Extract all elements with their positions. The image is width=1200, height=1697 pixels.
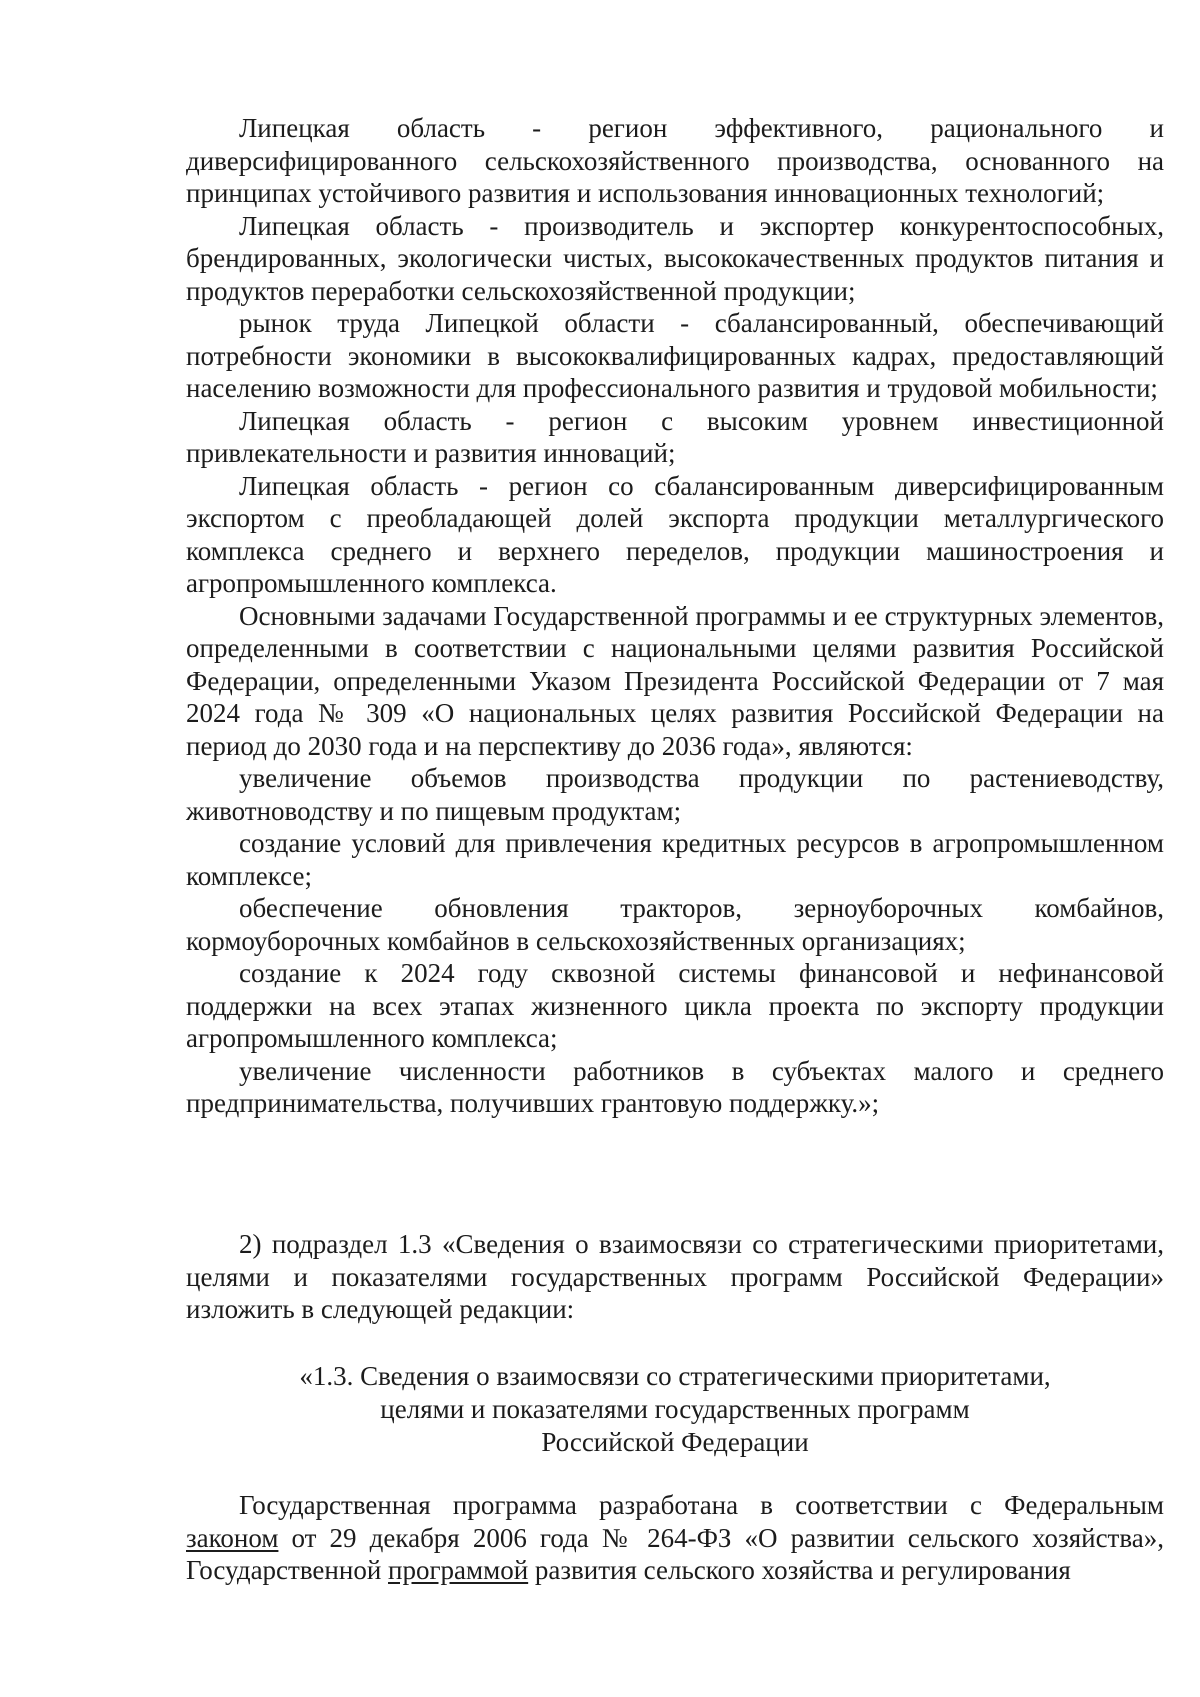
paragraph-investment: Липецкая область - регион с высоким уровнем инвестиционной привлекательности и развития инноваций; — [186, 405, 1164, 468]
paragraph-main-tasks: Основными задачами Государственной программы и ее структурных элементов, определенными в соответствии с национальными целями развития Российской Федерации, определенными Указом Президента Российской Федерации от 7 мая 2024 года № 309 «О национальных целях развития Российской Федерации на период до 2030 года и на перспективу до 2036 года», являются: — [186, 600, 1164, 761]
program-link[interactable]: программой — [388, 1555, 529, 1585]
paragraph-region-producer: Липецкая область - производитель и экспортер конкурентоспособных, брендированных, экологически чистых, высококачественных продуктов питания и продуктов переработки сельскохозяйственной продукции; — [186, 210, 1164, 306]
final-text-part-2: от 29 декабря 2006 года № 264-ФЗ «О развитии сельского хозяйства», Государственной — [186, 1522, 1164, 1585]
list-item-export-support: создание к 2024 году сквозной системы финансовой и нефинансовой поддержки на всех этапах жизненного цикла проекта по экспорту продукции агропромышленного комплекса; — [186, 958, 1164, 1053]
paragraph-export: Липецкая область - регион со сбалансированным диверсифицированным экспортом с преобладающей долей экспорта продукции металлургического комплекса среднего и верхнего переделов, продукции машиностроения и агропромышленного комплекса. — [186, 470, 1164, 598]
final-text-part-3: развития сельского хозяйства и регулирования — [528, 1555, 1071, 1585]
list-item-credit: создание условий для привлечения кредитных ресурсов в агропромышленном комплексе; — [186, 828, 1164, 891]
list-item-employees: увеличение численности работников в субъектах малого и среднего предпринимательства, получивших грантовую поддержку.»; — [186, 1055, 1164, 1118]
amendment-block — [186, 1228, 1164, 1326]
law-link[interactable]: законом — [186, 1522, 279, 1553]
section-heading-line-2: целями и показателями государственных программ — [380, 1394, 970, 1424]
final-text-part-1: Государственная программа разработана в соответствии с Федеральным — [239, 1490, 1164, 1520]
section-heading-line-3: Российской Федерации — [541, 1427, 809, 1457]
section-heading — [186, 1360, 1164, 1459]
paragraph-region-efficient: Липецкая область - регион эффективного, рационального и диверсифицированного сельскохозяйственного производства, основанного на принципах устойчивого развития и использования инновационных технологий; — [186, 113, 1164, 208]
list-item-production: увеличение объемов производства продукции по растениеводству, животноводству и по пищевым продуктам; — [186, 763, 1164, 826]
final-block — [186, 1489, 1164, 1587]
section-heading-line-1: «1.3. Сведения о взаимосвязи со стратегическими приоритетами, — [299, 1361, 1051, 1391]
body-text-top — [186, 112, 1164, 1120]
paragraph-amendment: 2) подраздел 1.3 «Сведения о взаимосвязи со стратегическими приоритетами, целями и показателями государственных программ Российской Федерации» изложить в следующей редакции: — [186, 1229, 1164, 1324]
list-item-tractors: обеспечение обновления тракторов, зерноуборочных комбайнов, кормоуборочных комбайнов в сельскохозяйственных организациях; — [186, 893, 1164, 956]
paragraph-program-basis — [186, 1489, 1164, 1587]
paragraph-labor-market: рынок труда Липецкой области - сбалансированный, обеспечивающий потребности экономики в высококвалифицированных кадрах, предоставляющий населению возможности для профессионального развития и трудовой мобильности; — [186, 308, 1164, 403]
